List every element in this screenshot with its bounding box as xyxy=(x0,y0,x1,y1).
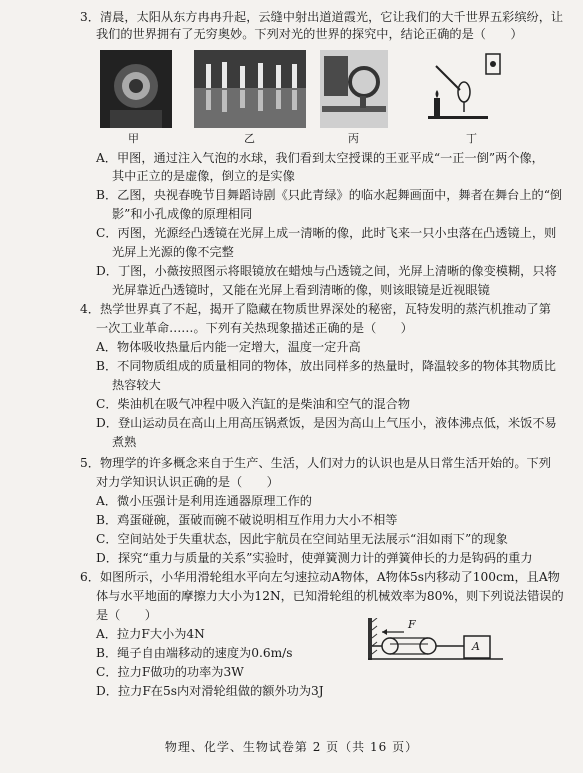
q4-option-b-line-2: 热容较大 xyxy=(112,378,161,392)
q3-option-b-line-2: 影”和小孔成像的原理相同 xyxy=(112,207,253,221)
caption-ding: 丁 xyxy=(466,132,477,145)
caption-yi: 乙 xyxy=(244,132,255,145)
q4-option-b-line-1: B．不同物质组成的质量相同的物体，放出同样多的热量时，降温较多的物体其物质比 xyxy=(96,359,556,373)
q6-stem-line-2: 体与水平地面的摩擦力大小为12N，已知滑轮组的机械效率为80%，则下列说法错误的 xyxy=(96,589,564,603)
photo-bing xyxy=(320,50,388,128)
q3-option-d-line-2: 光屏靠近凸透镜时，又能在光屏上看到清晰的像，则该眼镜是近视眼镜 xyxy=(112,283,490,297)
q3-option-a-line-2: 其中正立的是虚像，倒立的是实像 xyxy=(112,169,295,183)
q4-option-d-line-1: D．登山运动员在高山上用高压锅煮饭，是因为高山上气压小，液体沸点低，米饭不易 xyxy=(96,416,557,430)
page-footer: 物理、化学、生物试卷第 2 页（共 16 页） xyxy=(164,740,419,754)
q4-stem-line-2: 一次工业革命……。下列有关热现象描述正确的是（ ） xyxy=(96,321,413,335)
q4-option-d-line-2: 煮熟 xyxy=(112,435,137,449)
q6-option-d: D．拉力F在5s内对滑轮组做的额外功为3J xyxy=(96,684,324,698)
q3-option-a-line-1: A．甲图，通过注入气泡的水球，我们看到太空授课的王亚平成“一正一倒”两个像， xyxy=(96,151,544,165)
q3-option-d-line-1: D．丁图，小薇按照图示将眼镜放在蜡烛与凸透镜之间，光屏上清晰的像变模糊，只将 xyxy=(96,264,557,278)
q5-option-b: B．鸡蛋碰碗，蛋破而碗不破说明相互作用力大小不相等 xyxy=(96,513,398,527)
diagram-ding xyxy=(416,50,506,128)
q3-figures xyxy=(96,50,506,145)
q5-stem-line-2: 对力学知识认识正确的是（ ） xyxy=(96,475,279,489)
q6-option-c: C．拉力F做功的功率为3W xyxy=(96,665,244,679)
q6-stem-line-1: 6．如图所示，小华用滑轮组水平向左匀速拉动A物体，A物体5s内移动了100cm，且A物 xyxy=(80,570,560,584)
q6-option-a: A．拉力F大小为4N xyxy=(96,627,205,641)
caption-jia: 甲 xyxy=(128,132,139,145)
q3-stem-line-1: 3．清晨，太阳从东方冉冉升起，云缝中射出道道霞光，它让我们的大千世界五彩缤纷，让 xyxy=(80,10,564,24)
q5-option-c: C．空间站处于失重状态，因此宇航员在空间站里无法展示“泪如雨下”的现象 xyxy=(96,532,508,546)
q6-option-b: B．绳子自由端移动的速度为0.6m/s xyxy=(96,646,293,660)
q4-option-a: A．物体吸收热量后内能一定增大，温度一定升高 xyxy=(96,340,361,354)
block-label-a: A xyxy=(472,640,480,653)
pulley-diagram xyxy=(368,618,503,662)
caption-bing: 丙 xyxy=(348,132,359,145)
q6-stem-line-3: 是（ ） xyxy=(96,608,157,622)
q4-option-c: C．柴油机在吸气冲程中吸入汽缸的是柴油和空气的混合物 xyxy=(96,397,411,411)
q5-option-d: D．探究“重力与质量的关系”实验时，使弹簧测力计的弹簧伸长的力是钩码的重力 xyxy=(96,551,533,565)
q3-option-c-line-1: C．丙图，光源经凸透镜在光屏上成一清晰的像，此时飞来一只小虫落在凸透镜上，则 xyxy=(96,226,557,240)
q3-stem-line-2: 我们的世界拥有了无穷奥妙。下列对光的世界的探究中，结论正确的是（ ） xyxy=(96,27,523,41)
q4-stem-line-1: 4．热学世界真了不起，揭开了隐藏在物质世界深处的秘密，瓦特发明的蒸汽机推动了第 xyxy=(80,302,551,316)
force-label-f: F xyxy=(408,618,416,631)
q5-option-a: A．微小压强计是利用连通器原理工作的 xyxy=(96,494,312,508)
photo-jia xyxy=(100,50,172,128)
photo-yi xyxy=(194,50,306,128)
q3-option-c-line-2: 光屏上光源的像不完整 xyxy=(112,245,234,259)
q3-option-b-line-1: B．乙图，央视春晚节目舞蹈诗剧《只此青绿》的临水起舞画面中，舞者在舞台上的“倒 xyxy=(96,188,563,202)
q5-stem-line-1: 5．物理学的许多概念来自于生产、生活，人们对力的认识也是从日常生活开始的。下列 xyxy=(80,456,551,470)
